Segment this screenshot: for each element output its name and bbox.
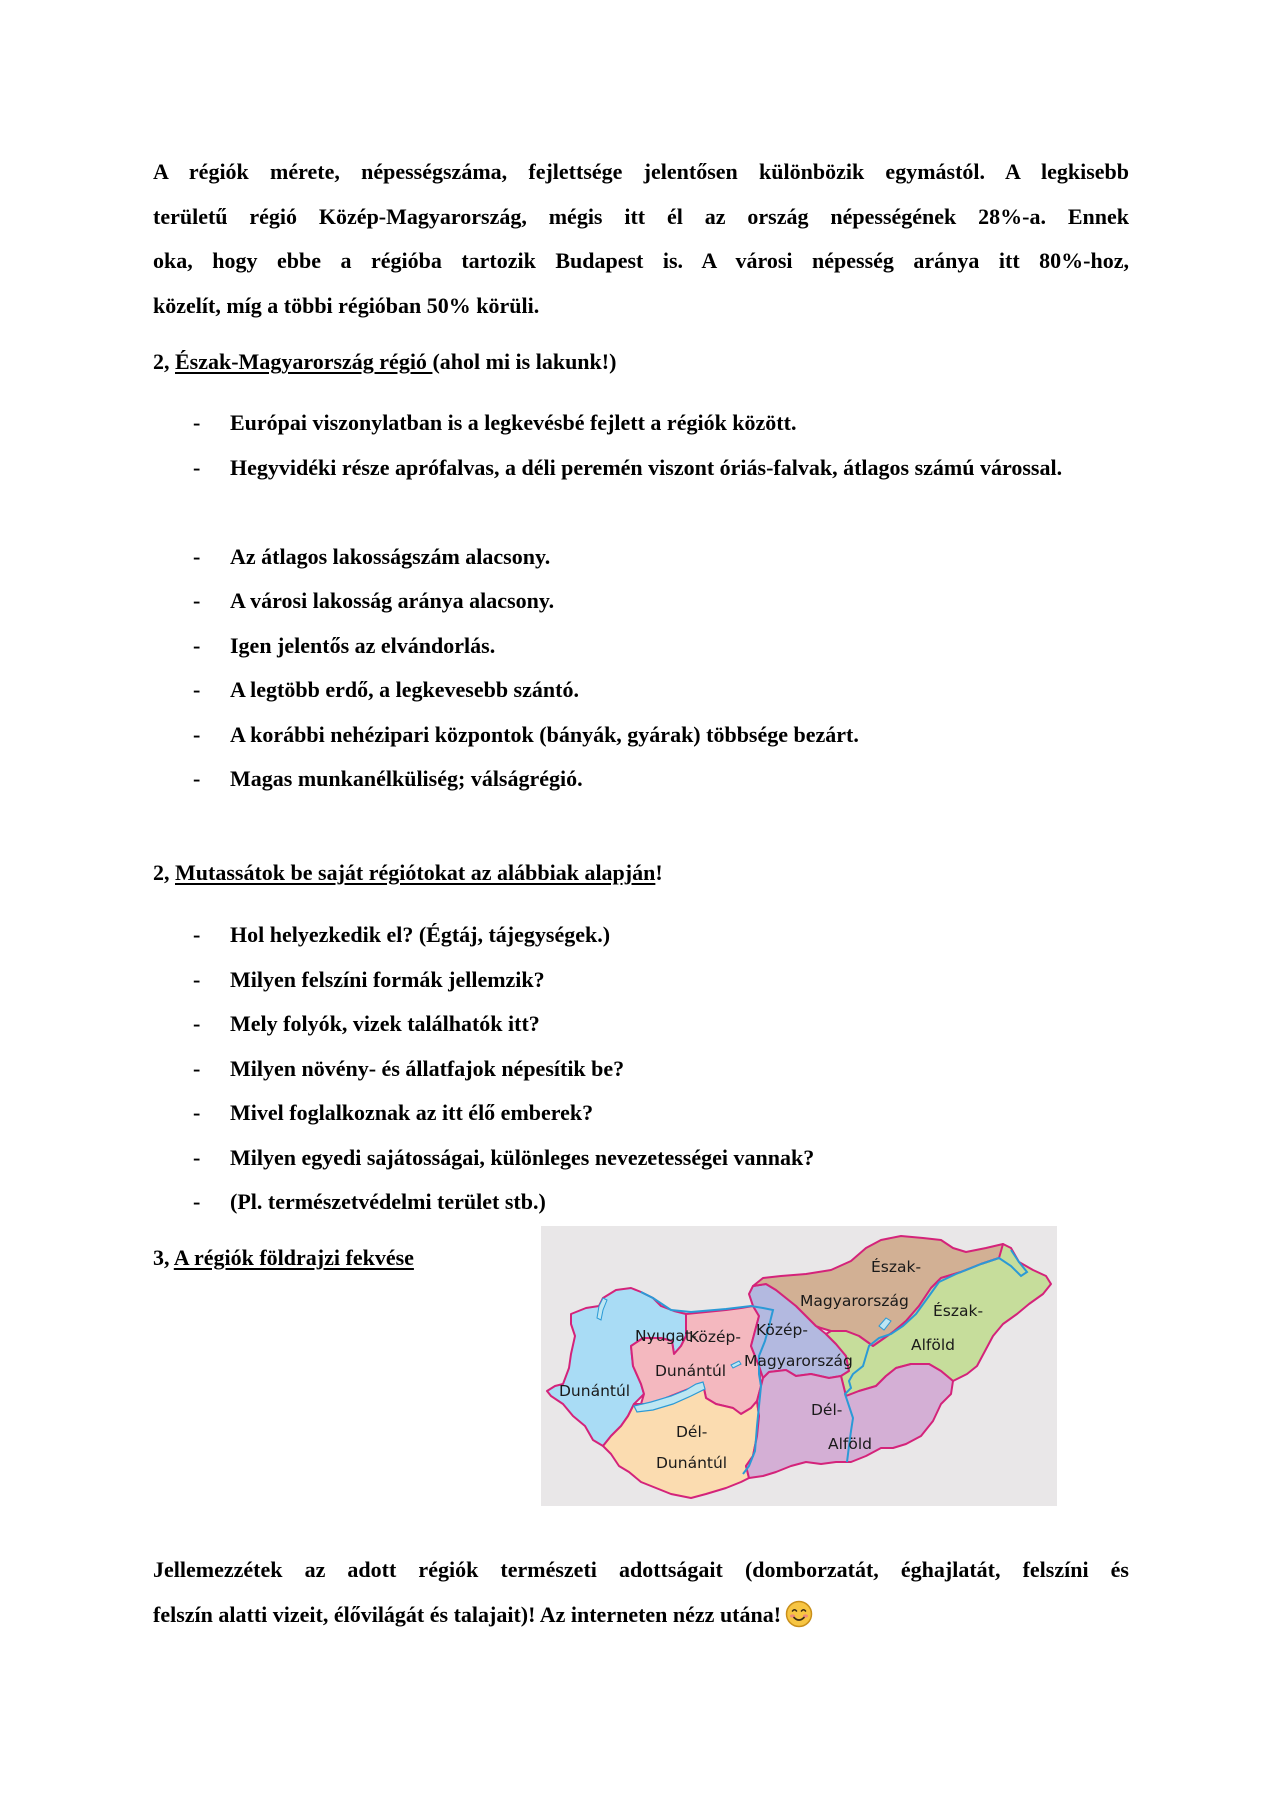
label-nyugat-dunantul-2: Dunántúl	[559, 1382, 631, 1400]
intro-paragraph	[153, 150, 1129, 328]
section-heading-eszak-magyarorszag	[153, 347, 616, 377]
list-item: - Milyen növény- és állatfajok népesítik be?	[0, 1054, 1273, 1099]
task-questions-list	[0, 920, 1273, 1232]
label-kozep-dunantul-2: Dunántúl	[655, 1362, 727, 1380]
section-heading-geo	[153, 1243, 414, 1273]
intro-line: területű régió Közép-Magyarország, mégis itt él az ország népességének 28%-a. Ennek	[153, 203, 1129, 229]
dash-bullet: -	[193, 543, 201, 569]
intro-line: oka, hogy ebbe a régióba tartozik Budapest is. A városi népesség aránya itt 80%-hoz,	[153, 248, 1129, 273]
list-item: - Mely folyók, vizek találhatók itt?	[0, 1009, 1273, 1054]
dash-bullet: -	[193, 721, 201, 747]
intro-line: közelít, míg a többi régióban 50% körüli.	[153, 292, 540, 318]
label-eszak-magyarorszag-1: Észak-	[871, 1258, 922, 1276]
list-item: - Milyen egyedi sajátosságai, különleges nevezetességei vannak?	[0, 1143, 1273, 1188]
dash-bullet: -	[193, 1055, 201, 1081]
list-item: - Mivel foglalkoznak az itt élő emberek?	[0, 1098, 1273, 1143]
dash-bullet: -	[193, 1011, 201, 1036]
dash-bullet: -	[193, 1144, 201, 1170]
closing-line: felszín alatti vizeit, élővilágát és talajait)! Az interneten nézz utána!	[153, 1601, 782, 1627]
list-item: - Igen jelentős az elvándorlás.	[0, 631, 1273, 676]
dash-bullet: -	[193, 1189, 201, 1214]
list-item: - Az átlagos lakosságszám alacsony.	[0, 542, 1273, 587]
label-nyugat-dunantul-1: Nyugat-	[635, 1327, 697, 1345]
label-del-dunantul-2: Dunántúl	[656, 1454, 728, 1472]
dash-bullet: -	[193, 1100, 201, 1125]
dash-bullet: -	[193, 588, 201, 613]
section-number: 2,	[153, 860, 175, 885]
dash-bullet: -	[193, 966, 201, 992]
list-item: - Magas munkanélküliség; válságrégió.	[0, 764, 1273, 809]
hungary-regions-map	[541, 1226, 1057, 1506]
section-number: 2,	[153, 349, 175, 374]
list-item: - Európai viszonylatban is a legkevésbé fejlett a régiók között.	[0, 408, 1273, 453]
dash-bullet: -	[193, 410, 201, 435]
section-title-punct: !	[655, 860, 663, 885]
label-eszak-alfold-2: Alföld	[911, 1336, 955, 1354]
section-title: Észak-Magyarország régió	[175, 349, 433, 374]
list-item: - Milyen felszíni formák jellemzik?	[0, 965, 1273, 1010]
dash-bullet: -	[193, 454, 201, 480]
intro-line: A régiók mérete, népességszáma, fejlettsége jelentősen különbözik egymástól. A legkisebb	[153, 159, 1129, 184]
list-item: - A legtöbb erdő, a legkevesebb szántó.	[0, 675, 1273, 720]
list-item: - (Pl. természetvédelmi terület stb.)	[0, 1187, 1273, 1232]
section-heading-task	[153, 858, 663, 888]
section-title: Mutassátok be saját régiótokat az alábbiak alapján	[175, 860, 656, 885]
label-kozep-magyarorszag-2: Magyarország	[744, 1352, 853, 1370]
dash-bullet: -	[193, 766, 201, 791]
label-del-dunantul-1: Dél-	[676, 1423, 708, 1441]
closing-line: Jellemezzétek az adott régiók természeti adottságait (domborzatát, éghajlatát, felszíni és	[153, 1557, 1129, 1582]
smiling-face-icon	[785, 1600, 813, 1628]
label-kozep-dunantul-1: Közép-	[689, 1328, 741, 1346]
label-eszak-magyarorszag-2: Magyarország	[800, 1292, 909, 1310]
closing-line-wrap	[153, 1593, 1129, 1638]
list-item: - A városi lakosság aránya alacsony.	[0, 586, 1273, 631]
list-item: - Hol helyezkedik el? (Égtáj, tájegységek.)	[0, 920, 1273, 965]
map-svg	[541, 1226, 1057, 1506]
section-title: A régiók földrajzi fekvése	[173, 1245, 414, 1270]
label-del-alfold-1: Dél-	[811, 1401, 843, 1419]
label-eszak-alfold-1: Észak-	[933, 1302, 984, 1320]
closing-paragraph	[153, 1548, 1129, 1637]
label-del-alfold-2: Alföld	[828, 1435, 872, 1453]
list-item: - A korábbi nehézipari központok (bányák, gyárak) többsége bezárt.	[0, 720, 1273, 765]
dash-bullet: -	[193, 922, 201, 947]
label-kozep-magyarorszag-1: Közép-	[756, 1321, 808, 1339]
section-title-note: (ahol mi is lakunk!)	[432, 349, 617, 374]
eszak-facts-list	[0, 408, 1273, 809]
list-item: - Hegyvidéki része aprófalvas, a déli peremén viszont óriás-falvak, átlagos számú várossal.	[0, 453, 1273, 542]
dash-bullet: -	[193, 632, 201, 658]
dash-bullet: -	[193, 677, 201, 702]
section-number: 3,	[153, 1245, 174, 1270]
